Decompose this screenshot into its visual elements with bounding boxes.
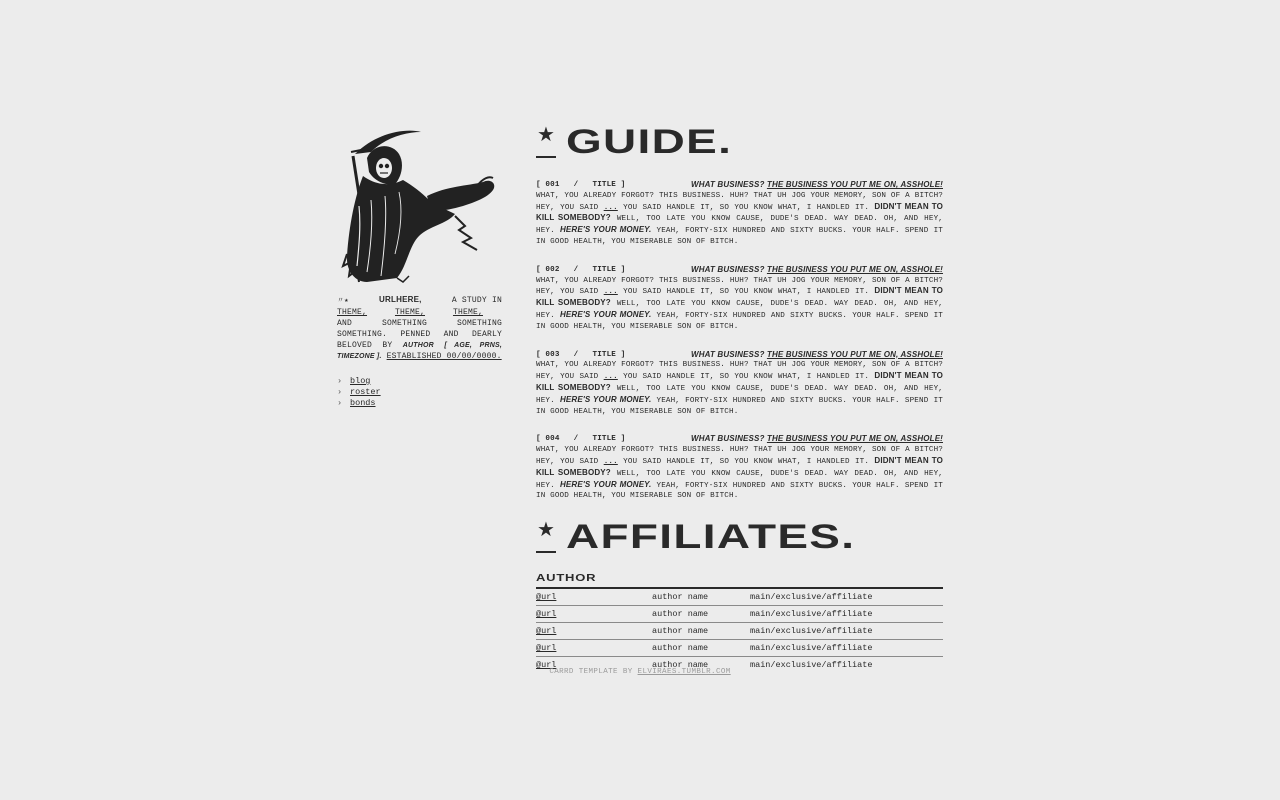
credit-link[interactable]: ELVIRAES.TUMBLR.COM <box>637 668 731 676</box>
star-icon: ★ <box>536 124 556 158</box>
bio-theme-1[interactable]: THEME, <box>337 308 368 317</box>
bio-author: AUTHOR <box>402 342 434 349</box>
entry-ellipsis: ... <box>603 457 618 466</box>
guide-entry <box>536 265 943 333</box>
star-icon: ★ <box>536 519 556 553</box>
affiliate-url-link[interactable]: @url <box>536 609 557 620</box>
guide-entry <box>536 434 943 502</box>
entry-text-2: YOU SAID HANDLE IT, SO YOU KNOW WHAT, I HANDLED IT. <box>623 373 870 382</box>
affiliate-type: main/exclusive/affiliate <box>750 623 943 640</box>
entry-text-4: YEAH, FORTY-SIX HUNDRED AND SIXTY BUCKS. YOUR HALF. SPEND IT IN GOOD HEALTH, YOU MISERABLE SON OF BITCH. <box>536 396 943 416</box>
entry-text-3: WELL, TOO LATE YOU KNOW CAUSE, DUDE'S DEAD. WAY DEAD. OH, AND HEY, HEY. <box>536 384 943 405</box>
affiliate-name: author name <box>652 640 750 657</box>
entry-text-2: YOU SAID HANDLE IT, SO YOU KNOW WHAT, I HANDLED IT. <box>623 457 870 466</box>
affiliate-name: author name <box>652 588 750 606</box>
table-row <box>536 640 943 657</box>
entry-number: [ 002 / TITLE ] <box>536 265 626 274</box>
entry-text-2: YOU SAID HANDLE IT, SO YOU KNOW WHAT, I HANDLED IT. <box>623 288 870 297</box>
nav-item-bonds <box>337 398 502 409</box>
entry-bold-2: HERE'S YOUR MONEY. <box>560 225 652 235</box>
entry-ellipsis: ... <box>603 288 618 297</box>
table-row <box>536 606 943 623</box>
guide-entry <box>536 180 943 248</box>
affiliate-url-link[interactable]: @url <box>536 626 557 637</box>
entry-text-1: WHAT, YOU ALREADY FORGOT? THIS BUSINESS. HUH? THAT UH JOG YOUR MEMORY, SON OF A BITCH? HEY, YOU SAID <box>536 276 943 297</box>
chevron-right-icon: › <box>337 376 343 386</box>
entry-bold-1: DIDN'T MEAN TO KILL SOMEBODY? <box>536 371 943 392</box>
affiliate-type: main/exclusive/affiliate <box>750 606 943 623</box>
chevron-right-icon: › <box>337 387 343 397</box>
grim-reaper-illustration <box>337 126 502 284</box>
entry-text-4: YEAH, FORTY-SIX HUNDRED AND SIXTY BUCKS. YOUR HALF. SPEND IT IN GOOD HEALTH, YOU MISERABLE SON OF BITCH. <box>536 311 943 331</box>
entry-bold-2: HERE'S YOUR MONEY. <box>560 394 652 404</box>
footer-credit <box>0 668 1280 676</box>
bio-url: URLHERE, <box>379 295 422 304</box>
entry-bold-1: DIDN'T MEAN TO KILL SOMEBODY? <box>536 286 943 308</box>
bio-theme-3[interactable]: THEME, <box>452 308 483 317</box>
entry-quote: WHAT BUSINESS? THE BUSINESS YOU PUT ME ON, ASSHOLE! <box>691 434 943 444</box>
bio-meta: [ AGE, PRNS, TIMEZONE ]. <box>337 342 502 360</box>
affiliate-name: author name <box>652 606 750 623</box>
entry-text-1: WHAT, YOU ALREADY FORGOT? THIS BUSINESS. HUH? THAT UH JOG YOUR MEMORY, SON OF A BITCH? HEY, YOU SAID <box>536 361 943 382</box>
entry-text-3: WELL, TOO LATE YOU KNOW CAUSE, DUDE'S DEAD. WAY DEAD. OH, AND HEY, HEY. <box>536 215 943 236</box>
guide-entry <box>536 350 943 418</box>
entry-bold-1: DIDN'T MEAN TO KILL SOMEBODY? <box>536 201 943 223</box>
entry-text-1: WHAT, YOU ALREADY FORGOT? THIS BUSINESS. HUH? THAT UH JOG YOUR MEMORY, SON OF A BITCH? HEY, YOU SAID <box>536 191 943 212</box>
entry-ellipsis: ... <box>603 373 618 382</box>
bio-line: SOMETHING SOMETHING SOMETHING. PENNED AND DEARLY BELOVED BY <box>337 319 502 350</box>
affiliates-table <box>536 587 943 673</box>
nav-item-blog <box>337 376 502 387</box>
entry-bold-2: HERE'S YOUR MONEY. <box>560 309 652 319</box>
entry-quote: WHAT BUSINESS? THE BUSINESS YOU PUT ME ON, ASSHOLE! <box>691 349 943 359</box>
bio-established: ESTABLISHED 00/00/0000. <box>386 352 502 361</box>
affiliate-type: main/exclusive/affiliate <box>750 588 943 606</box>
nav-link-blog[interactable]: blog <box>350 376 371 386</box>
entry-bold-2: HERE'S YOUR MONEY. <box>560 479 652 489</box>
entry-text-4: YEAH, FORTY-SIX HUNDRED AND SIXTY BUCKS. YOUR HALF. SPEND IT IN GOOD HEALTH, YOU MISERABLE SON OF BITCH. <box>536 481 943 501</box>
nav-link-bonds[interactable]: bonds <box>350 398 376 408</box>
entry-text-3: WELL, TOO LATE YOU KNOW CAUSE, DUDE'S DEAD. WAY DEAD. OH, AND HEY, HEY. <box>536 300 943 320</box>
bio-theme-2[interactable]: THEME, <box>394 308 425 317</box>
entry-number: [ 001 / TITLE ] <box>536 181 626 189</box>
affiliate-type: main/exclusive/affiliate <box>750 640 943 657</box>
entry-text-1: WHAT, YOU ALREADY FORGOT? THIS BUSINESS. HUH? THAT UH JOG YOUR MEMORY, SON OF A BITCH? HEY, YOU SAID <box>536 446 943 466</box>
affiliates-group-label: AUTHOR <box>536 573 597 585</box>
entry-text-3: WELL, TOO LATE YOU KNOW CAUSE, DUDE'S DEAD. WAY DEAD. OH, AND HEY, HEY. <box>536 469 943 490</box>
entry-number: [ 004 / TITLE ] <box>536 435 626 444</box>
entry-quote: WHAT BUSINESS? THE BUSINESS YOU PUT ME ON, ASSHOLE! <box>691 264 943 274</box>
bio-intro: A STUDY IN <box>451 296 502 305</box>
affiliate-url-link[interactable]: @url <box>536 592 557 603</box>
entry-text-4: YEAH, FORTY-SIX HUNDRED AND SIXTY BUCKS. YOUR HALF. SPEND IT IN GOOD HEALTH, YOU MISERABLE SON OF BITCH. <box>536 227 943 246</box>
entry-text-2: YOU SAID HANDLE IT, SO YOU KNOW WHAT, I HANDLED IT. <box>623 203 870 212</box>
entry-bold-1: DIDN'T MEAN TO KILL SOMEBODY? <box>536 455 943 477</box>
entry-ellipsis: ... <box>603 203 618 212</box>
main-content <box>536 124 943 673</box>
affiliates-header <box>536 519 943 557</box>
bio <box>337 294 502 362</box>
sidebar-nav <box>337 376 502 409</box>
sidebar <box>337 126 502 409</box>
entry-number: [ 003 / TITLE ] <box>536 350 626 359</box>
affiliate-type: main/exclusive/affiliate <box>750 660 873 671</box>
guide-list <box>536 180 943 502</box>
affiliate-url-link[interactable]: @url <box>536 660 557 671</box>
bio-and: AND <box>337 319 353 328</box>
affiliate-name: author name <box>652 623 750 640</box>
guide-title: GUIDE. <box>566 123 733 161</box>
affiliates-title: AFFILIATES. <box>566 518 856 557</box>
bio-mark: 〃★ <box>337 297 349 305</box>
nav-item-roster <box>337 387 502 398</box>
chevron-right-icon: › <box>337 398 343 408</box>
credit-prefix: CARRD TEMPLATE BY <box>549 668 633 676</box>
entry-quote: WHAT BUSINESS? THE BUSINESS YOU PUT ME ON, ASSHOLE! <box>691 180 943 189</box>
affiliate-url-link[interactable]: @url <box>536 643 557 654</box>
table-row <box>536 623 943 640</box>
guide-header <box>536 124 943 162</box>
affiliate-name: author name <box>652 660 709 671</box>
nav-link-roster[interactable]: roster <box>350 387 381 397</box>
table-row <box>536 588 943 606</box>
